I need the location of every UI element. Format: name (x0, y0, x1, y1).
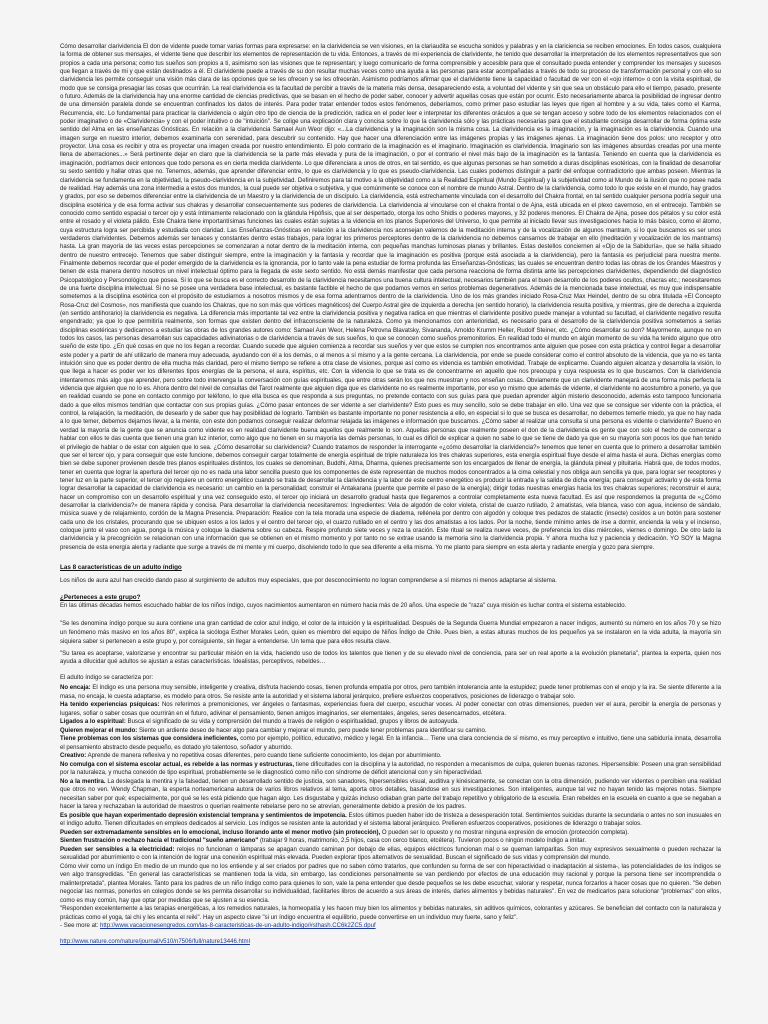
trait-item: "Responden excelentemente a las terapias energéticas, a los remedios naturales, la homeopatía y les hacen muy bien los alimentos y bebidas naturales, sin aditivos químicos, colorantes y azúcares. Se benefician del contacto con la naturaleza y prácticas como el yoga, tai chi y les encanta el reiki". Hay un aspecto clave "si un índigo encuentra el equilibrio, puede convertirse en un individuo muy fuerte, sano y feliz". (60, 906, 721, 921)
section-question: ¿Perteneces a este grupo? (60, 593, 141, 601)
section-paragraph-2: "Se les denomina índigo porque su aura contiene una gran cantidad de color azul índigo, el color de la intuición y la espiritualidad. Después de la Segunda Guerra Mundial empezaron a nacer índigos, aumentó su número en los años 70 y se hizo un fenómeno más masivo en los años 80", explica la sicóloga Esther Morales León, quien es miembro del equipo de Niños Índigo de Chile. Pues bien, a estas alturas muchos de los pequeños ya se instalaron en la vida adulta, la mayoría sin siquiera saber si pertenecen a este grupo y, por consiguiente, sin llegar a entenderse. Un tema que para ellos resulta clave. (60, 620, 721, 645)
indigo-section (60, 564, 721, 945)
see-more-link[interactable]: http://www.vacacionesengredos.com/las-8-caracteristicas-de-un-adulto-indigo/#sthash.CC6k2ZC5.dpuf (100, 923, 376, 930)
trait-item: Es posible que hayan experimentado depresión existencial temprana y sentimientos de impotencia. Estos últimos pueden haber ido de tristeza a desesperación total. Sentimientos suicidas durante la secundaria o antes no son inusuales en el índigo adulto. Tienen dificultades en empleos dedicados al servicio. Los índigos se resisten ante la autoridad y el sistema laboral jerárquico. Prefieren esfuerzos cooperativos, posiciones de liderazgo o trabajar solos. (60, 812, 721, 828)
trait-item: No encaja: El índigo es una persona muy sensible, inteligente y creativa, disfruta haciendo cosas, tienen profunda empatía por otros, pero también intolerancia ante la estupidez; puede tener problemas con el enojo y la ira. Se siente diferente a la masa, no encaja, le cuesta adaptarse, es modelo para otros. Se resiste ante la autoridad y el sistema laboral jerárquico, prefiere esfuerzos cooperativos, posiciones de liderazgo o trabajar solo. (60, 685, 721, 700)
intro-text (60, 43, 721, 552)
trait-item: Ha tenido experiencias psíquicas: Nos referimos a premoniciones, ver ángeles o fantasmas, experiencias fuera del cuerpo, escuchar voces. Al poder conectar con otras dimensiones, pueden ver el aura, percibir la energía de personas y lugares, sofiar o saber cosas que ocurrirán en el futuro, adivinar el pensamiento, tienen amigos imaginarios, ser elementales, ángeles, seres desencarnados, etcétera. (60, 702, 721, 717)
traits-list (60, 684, 721, 922)
trait-item: Pueden ser extremadamente sensibles en lo emocional, incluso llorando ante el menor motivo (sin protección), O pueden ser lo opuesto y no mostrar ninguna expresión de emoción (protección completa). (60, 829, 629, 836)
section-paragraph-1: En las últimas décadas hemos escuchado hablar de los niños índigo, cuyos nacimientos aumentaron en número hacia más de 20 años. Una especie de "raza" cuya misión es luchar contra el sistema establecido. (60, 602, 627, 609)
intro-paragraph: Cómo desarrollar clarividencia El don de vidente puede tomar varias formas para expresarse: en la clarividencia se ven visiones, en la clariaudita se escucha sonidos y palabras y en la clariciencia se reciben emociones. En todos casos, cualquiera la forma de obtener sus mensajes, el vidente tiene que describir los elementos de representación de tu vida. Entonces, a través de mi experiencia de clarividente, he tenido que desarrollar la interpretación de los elementos representativos que son propios a cada una persona; como tus sueños son propios a ti, asimismo son las visiones que te representan; y luego comunicarlo de forma comprensible y accesible para que el consultado pueda entender y comprender los mensajes y sucesos que llegan a través de mi y que están destinados a él. El clarividente puede a través de su don resultar muchas veces como una ayuda a las personas para estar acompañadas a través de todo su proceso de transformación personal y con ello su clarividencia les permite conseguir una visión más clara de las opciones que se les ofrecen y se les ofrecerán. Asimismo podríamos afirmar que el clarividente tiene la capacidad o facultad de ver con el «ojo interno» o con la visita espiritual, de modo que se consiga presagiar las cosas que ocurrirán. La real clarividencia es la facultad de percibir a través de la materia más densa, desapareciendo esta, a voluntad del vidente y sin que sea un obstáculo para ello el tiempo, pasado, presente o futuro. Además de la clarividencia hay una enorme cantidad de ciencias predictivas, que se basan en el hecho de poder saber, conocer y advertir aquellas cosas que están por ocurrir. Esto necesariamente abarca la posibilidad de ingresar dentro de una dimensión paralela donde se encuentran confinados los datos de interés. Para poder tratar entender todos estos fenómenos, deberíamos, como primer paso estudiar las leyes que rigen al hombre y a su vida, tales como el Karma, Recurrencia, etc. Lo fundamental para practicar la clarividencia o algún otro tipo de ciencia de la predicción, radica en el poder leer e interpretar los diferentes oráculos a que se tengan acceso y sobre todo de los elementos relacionados con el poder imaginativo o de «Clarividencia» y con el poder intuitivo o de "intuición". Se colige una explicación clara y concisa sobre lo que la clarividencia sólo y las prácticas necesarias para que el estudiante consiga desarrollar de forma óptima este sentido del Alma en las enseñanzas Gnósticas. En relación a la clarividencia Samael Aun Weor dijo: «...La clarividencia y la imaginación son la misma cosa. La clarividencia es la imaginación, y la imaginación es la clarividencia. Cuando una imagen surge en nuestro interior, debemos examinarla con serenidad, para descubrir su contenido. Hay que hacer una diferenciación entre las imágenes propias y las imágenes ajenas. La imaginación tiene dos polos: uno receptor y otro proyector. Una cosa es recibir y otra es proyectar una imagen creada por nuestro entendimiento. El polo contrario de la imaginación es el imaginario. Imaginación es clarividencia. Imaginario son las imágenes absurdas creadas por una mente llena de aberraciones...» Será pertinente dejar en claro que la clarividencia se la parte más elevada y pura de la imaginación, o por el contrario el nivel más bajo de la imaginación es la fantasía. Teniendo en cuenta que la clarividencia es imaginación, podríamos decir entonces que todo persona es en cierta medida clarividente. Lo que diferenciara a unos de otros, en tal sentido, es que algunas personas se han sometido a duras disciplinas esotéricas, con la finalidad de desarrollar su sexto sentido y hallar otras que no. Tenemos, además, que aprender diferenciar entre, lo que es clarividencia y lo que es pseudo-clarividencia. Las cuales podemos distinguir a partir del enfoque contradictorio que ambas poseen. Mientras la clarividencia se fundamenta en la objetividad, la pseudo-clarividencia en la subjetividad. Definiremos para tal motivo a la objetividad como a la Realidad Espiritual (Mundo Espiritual) y la subjetividad como al Mundo de la ilusión que no posee nada de realidad. Hay además una zona intermedia a estos dos mundos, la cual puede ser objetiva o subjetiva, y que comúnmente se conoce con el nombre de mundo Astral. Dentro de la clarividencia, como todo lo que existe en el mundo, hay grados y grados, por eso se debemos diferenciar entre la clarividencia de un Maestro y la clarividencia de un discípulo. La clarividencia, está estrechamente vinculada con el desarrollo del Chakra frontal, en tal sentido cualquier persona podría seguir una disciplina esotérica y de esa forma activar sus chakras y desarrollar consecuentemente sus poderes de clarividencia. La clarividencia al vincularse con el chakra frontal o de Ajna, está ubicada en el plexo cavernoso, en el entrecejo. También se conocido como sentido espacial o tercer ojo y está íntimamente relacionado con la glándula Hipófisis, que al ser despertado, otorga los ocho Shidis o poderes mayores, y 32 poderes menores. El Chakra de Ajna, posee dos pétalos y su color está entre el rosado y el violeta pálido. Este Chakra tiene importantísimas funciones las cuales están sujetas a la videncia en los planos Superiores del Universo, lo que permite al iniciado llevar sus investigaciones hacia lo más básico, como el átomo, cuya estructura logra ser percibida y estudiada con claridad. Las Enseñanzas-Gnósticas en relación a la clarividencia nos aconsejan valernos de la meditación interna y de la vocalización de algunos mantram, si lo que buscamos es ser unos verdaderos clarividentes. Debemos además ser tenaces y constantes dentro estas trabajos, para lograr los primeros perceptores dentro de la clarividencia no debemos cansarnos de trabajar en ello (meditación y vocalización de los mantrams) hasta. La gran mayoría de las veces estas percepciones se comenzaran a notar dentro de la meditación interna, con pequeñas manchas luminosas planas y brillantes. Estas destellos conciernen al «Ojo de la Sabiduría», que se halla situado dentro de nuestro entrecejo. Tenemos que saber distinguir siempre, entre la imaginación y la fantasía y recordar que la imaginación es positiva (porque está asociada a la clarividencia), pero la fantasía es perjudicial para nuestra mente. Finalmente debemos recordar que el poder emergido de la clarividencia es la ignorancia, por lo tanto vale la pena estudiar de forma profunda las Enseñanzas-Gnósticas; las cuales se encuentran dentro todas las obras de los Grandes Maestros y tienen de esta manera dentro nosotros un nivel intelectual óptimo para la llegada de este sexto sentido. No está demás manifestar que cada persona reacciona de forma distinta ante las percepciones clarividentes, dependiendo del diagnóstico Psicopatológico y Personológico que posea. Si lo que se busca es el correcto desarrollo de la clarividencia necesitamos una buena cultura intelectual, necesarios también para el buen desarrollo de los poderes ocultos, chacras etc.; necesitaremos de una fuerte disciplina intelectual. Si no se posee una verdadera base intelectual, es bastante factible el hecho de que podamos vernos en serios problemas degenerativos. Además de la mencionada base intelectual, es muy que indispensable sometemos a la disciplina esotérica con el propósito de estudiarnos a nosotros mismos y de esa forma adentrarnos dentro de la clarividencia. Uno de los más grandes iniciado Rosa-Cruz Max Heindel, dentro de su obra titulada «El Concepto Rosa-Cruz del Cosmos», nos manifiesta que cuando los Chakras, que no son más que vórtices magnéticos) del Cuerpo Astral gire de izquierda a derecha (en sentido horario), la clarividencia resulta positiva, y mientras, gire de derecha a izquierda (en sentido antihorario) la clarividencia es negativa. La diferencia más importante tal vez entre la clarividencia positiva y negativa radica en que mientras el clarividente positivo puede manejar a voluntad su facultad, el clarividente negativo resulta engendrado; ya que lo que permitiría realmente, son formas que existen dentro del infraconsciente de la naturaleza. Como ya mencionamos con anterioridad, es necesario para el desarrollo de la clarividencia positiva sometemos a serias disciplinas esotéricas y dedicarnos a estudiar las obras de los grandes autores como: Samael Aun Weor, Helena Petrovna Blavatsky, Sivananda, Arnoldo Krumm Heller, Rudolf Steiner, etc. ¿Cómo desarrollar su don? Mayormente, aunque no en todos los casos, las personas desarrollan sus capacidades adivinatorias o de clarividencia a través de sus sueños, lo que se conocen como sueños premonitorios. En realidad todo el mundo en algún momento de su vida ha tenido alguno que otro sueño de este tipo. ¿En qué cosas en que no los llegan a recordar. Cuando sucede que alguien comienza a recordar sus sueños y ver que estos se cumplen nos encontramos ante alguien que posee con esta práctica y control llegar a desarrollar este poder y a partir de ahí utilizarlo de manera muy adecuada, ayudando con él a los demás, o al menos a sí mismo y a la gente cercana. La clarividencia, por ende se puede considerar como el control absoluto de la videncia, que ya no es tanta intuición sino que es poder dentro de ella mucha más claridad, pero el mismo tiempo se refiere a otra clase de visiones, porque así como es videncia es también emotividad. Trabaje de explicarme. Cuando alguien alcanza y desarrolla la visión, lo que llega a hacer es poder ver los diferentes tipos energías de la persona, el aura, espíritus, etc. Con la videncia lo que se trata es de concentrarme en aquello que nos preocupa y cuya respuesta es lo que buscamos. Con la clarividencia intentaremos más algo que aprender, pero sobre todo intervenga la conversación con guías espirituales, que entre otras serán los que nos muestran y nos enseñan cosas. Obviamente que un clarividente manejará de una forma más perfecta la videncia que alguien que no lo es. Ahora dentro del nivel de consultas del Tarot realmente que alguien diga que es clarividente no es realmente importante, por eso yo mismo que además de vidente, el clarividente no acostumbro a ponerlo, ya que en realidad cuando se pone en contacto conmigo por teléfono, lo que ella busca es que responda a sus preguntas, no pretende contacto con sus guías para que puedan aprender algún misterio desconocido, además esto tampoco funcionaria dado a que ellos mismos tendrían que contactar con sus propias guías. ¿Cómo pasar entonces de ser vidente a ser clarividente? Esto pues es muy sencillo, solo se debe trabajar en ello. Una vez que se consigue ser vidente con la práctica, el control, la relajación, la meditación, de desearlo y de saber que hay posibilidad de lograrlo. También es bastante importante no poner resistencia a ello, en especial si lo que se busca es desarrollar, no debemos temerle miedo, ya que no hay nada a lo que temer, debemos dejarnos llevar, a la mente, con este don podamos conseguir realizar deformar relajada las imágenes e información que buscamos. ¿Cómo saber al realizar una consulta si una persona es vidente o clarividente? Bueno en verdad la mayoría de la gente que se anuncia como vidente es en realidad clarividente buena aquellos que realmente lo son. Aquellas personas que realmente poseen el don de la clarividencia es gente que con solo el hecho de comenzar a hablar con ellos te das cuenta que tienen una gran luz interior, como algo que no tienen en su mayoría las demás personas, lo cual es difícil de explicar a quien no sabe lo que se tiene de dado ya que en su mayoría son pocos los que han tenido el privilegio de hablar o de estar con alguien que lo sea. ¿Cómo desarrollar su clarividencia? Cuando tratamos de responder la interrogante «¿cómo desarrollar la clarividencia?» tenemos que tener en cuenta que lo primero a desarrollar también que ser el tercer ojo, y para conseguir que este funcione, debemos conseguir cargar totalmente de energía espiritual de triple naturaleza los tres chakras superiores, esta energía espiritual fluye desde el alma hasta el aura. Dichas energías como bien se debe suponer provienen desde tres planos espirituales distintos, los cuales se denominan, Buddhi, Atma, Dharma, quienes precisamente son los encargados de llenar de energía, la glándula pineal y pituitaria. Habrá que, de todos modos, tener en cuenta que lograr la apertura del tercer ojo no es nada una labor sencilla puesto que los componentes de éste representan de muchos modos concentrados a la cima celestial y nos obliga aun sencilla ya que, para lograr ser receptores y tener luz en la parte superior, el tercer ojo requiere un centro energético cuando se trata de desarrollar la clarividencia y la labor de este centro energético es producir la entrada y la salida de dicha energía; para conseguir activarlo y de esta forma lograr desarrollar la capacidad de clarividencia es necesario: un cambio en la personalidad; construir el Antakarana (puente que permite el paso de la energía); dirigir todas nuestras energías hacia los tres chakras superiores; reconstruir el aura; hacer un compromiso con un desarrollo espiritual y una vez conseguido esto, el tercer ojo iniciará un desarrollo gradual hasta que llegaremos a controlar completamente esta nueva facultad. Es así que respondemos la pregunta de «¿Cómo desarrollar la clarividencia?» de manera rápida y concisa. Para desarrollar la clarividencia necesitaremos: Ingredientes: Vela de algodón de color violeta, cristal de cuarzo rutilado, 2 amatistas, vela blanca, vaso con agua, incienso de sándalo, música suave y de relajamiento, cordón de la Magna Presencia. Preparación: Realice con la tela morada una especie de diadema, rellénela por dentro con algodón y coloque tres pedazos de stalactic (insecte) cosídos a un botón para sostener cada uno de los cristales, procurando que se ubiquen estos a los lados y el centro del tercer ojo, el cuarzo rutilado en el centro y las dos amatistas a los lados. Por la noche, tiende mínimo antes de irse a dormir, encienda la vela y el incienso, coloque junto el vaso con agua, ponga la música y coloque la diadema sobre su cabeza. Respire profundo siete veces y reza la oración. Este ritual se realiza nueve veces, de preferencia los días miércoles, viernes o domingo. De otro lado la clarividencia y la precognición se relacionan con una información que se obtienen en el mismo momento y por tanto no se extrae usando la memoria sino la clarividencia propia. Y ahora mucha luz y paciencia y dedicación. YO SOY la Magna presencia de esta energía alerta y radiante que surge a través de mi mente y mi cuerpo, disolviendo todo lo que sea diferente a ella misma. Yo me planto para siempre en esta alerta y radiante energía y gozo para siempre. (60, 44, 721, 551)
trait-item: Quieren mejorar el mundo: Siente un ardiente deseo de hacer algo para cambiar y mejorar el mundo, pero puede tener problemas para identificar su camino. (60, 727, 487, 734)
section-lead: Los niños de aura azul han crecido dando paso al surgimiento de adultos muy especiales, que por desconocimiento no logran comprenderse a sí mismos ni menos adaptarse al sistema. (60, 577, 557, 584)
trait-item: Pueden ser sensibles a la electricidad: relojes no funcionan o lámparas se apagan cuando caminan por debajo de ellas, equipos eléctricos funcionan mal o se queman lamparitas. Son muy expresivos sexualmente o pueden rechazar la sexualidad por aburrimiento o con la intención de lograr una conexión espiritual más elevada. Pueden explorar tipos alternativos de sexualidad. Buscan el significado de sus vidas y comprensión del mundo. (60, 846, 721, 862)
trait-item: Sienten frustración o rechazo hacia el tradicional "sueño americano" (trabajar 9 horas, matrimonio, 2,5 hijos, casa con cerco blanco, etcétera). Tuvieron pocos o ningún modelo índigo a imitar. (60, 838, 587, 845)
section-title: Las 8 características de un adulto índigo (60, 563, 182, 571)
trait-item: Tiene problemas con los sistemas que considera ineficientes, como por ejemplo, político, educativo, médico y legal. En la infancia… Tiene una clara conciencia de sí mismo, es muy perceptivo e intuitivo, tiene una sabiduría innata, desarrolla el pensamiento abstracto desde pequeño, es dotado y/o talentoso, soñador y aburrido. (60, 736, 721, 751)
trait-item: Cómo vivir como un índigo En medio de un mundo que no los entiende y al ser criados por padres que no saben cómo tratarlos, que confunden su forma de ser con hiperactividad o inadaptación al sistema-, las potencialidades de los índigos se ven algo transgredidas. "En general las características se mantienen toda la vida, sin embargo, las condiciones personalmente se van perdiendo por efectos de una educación muy racional y porque la persona tiene ser incomprendida o malinterpretada", plantea Morales. Tanto para los padres de un niño índigo como para quienes lo son, vale la pena entender que desde pequeños se les debe escuchar, valorar y respetar, nunca forzarlos a hacer cosas que no quieren. "Se deben negociar las normas, ponerlos en colegios donde se les permita desarrollar su individualidad, facilitarles libros de acuerdo a sus áreas de interés, darles alimentos y bebidas naturales". En vez de medicarlos para solucionar "problemas" con ellos, como es muy común, hay que optar por medidas que se ajusten a su esencia. (60, 863, 721, 904)
section-paragraph-3: "Su tarea es aceptarse, valorizarse y encontrar su particular misión en la vida, haciendo uso de todos los talentos que tienen y de su elevado nivel de conciencia, para ser un real aporte a la evolución planetaria", plantea la experta, quien nos ayuda a dilucidar qué adultos se ajustan a estas características. Idealistas, perceptivos, rebeldes… (60, 650, 721, 666)
trait-item: Creativo: Aprende de manera reflexiva y no repetitiva cosas diferentes, pero cuando tiene suficiente conocimiento, los dejan por aburrimiento. (60, 753, 442, 760)
nature-link[interactable]: http://www.nature.com/nature/journal/v510/n7506/full/nature13446.html (60, 939, 250, 946)
trait-item: No comulga con el sistema escolar actual, es rebelde a las normas y estructuras, tiene dificultades con la disciplina y la autoridad, no responden a mecanismos de culpa, quieren buenas razones. Hipersensible: Poseen una gran sensibilidad por la naturaleza, y mucha conexión de tipo espiritual, probablemente se le diagnosticó como niño con síndrome de déficit atencional con y sin hiperactividad. (60, 761, 721, 777)
traits-label: El adulto índigo se caracteriza por: (60, 675, 154, 682)
trait-item: Ligados a lo espiritual: Busca el significado de su vida y comprensión del mundo a través de religión o espiritualidad, grupos y libros de autoayuda. (60, 719, 459, 726)
trait-item: No a la mentira. La deslegada la mentira y la falsedad, tienen un desarrollado sentido de justicia, son sanadores, hipersensibles visual, auditiva y kinésicamente, se conectan con la otra dimensión, pudiendo ver videntes o percibien una realidad que otros no ven. Wendy Chapman, la esperta norteamericana autora de varios libros relativos al tema, aporta otros detalles, basándose en sus investigaciones. Son inteligentes, aunque tal vez no hayan tenido las mejores notas. Siempre necesitan saber por qué; especialmente, por qué se les está pidiendo que hagan algo. Les disgustaba y quizás incluso odiaban gran parte del trabajo repetitivo y obligatorio de la escuela. Eran rebeldes en la escuela en cuanto a que se negaban a hacer la tarea y rechazaban la autoridad de maestros o querían realmente rebelarse pero no se atrevían, generalmente debido a presión de los padres. (60, 778, 722, 811)
see-more-line: - See more at: http://www.vacacionesengredos.com/las-8-caracteristicas-de-un-adulto-indigo/#sthash.CC6k2ZC5.dpuf (60, 923, 376, 930)
